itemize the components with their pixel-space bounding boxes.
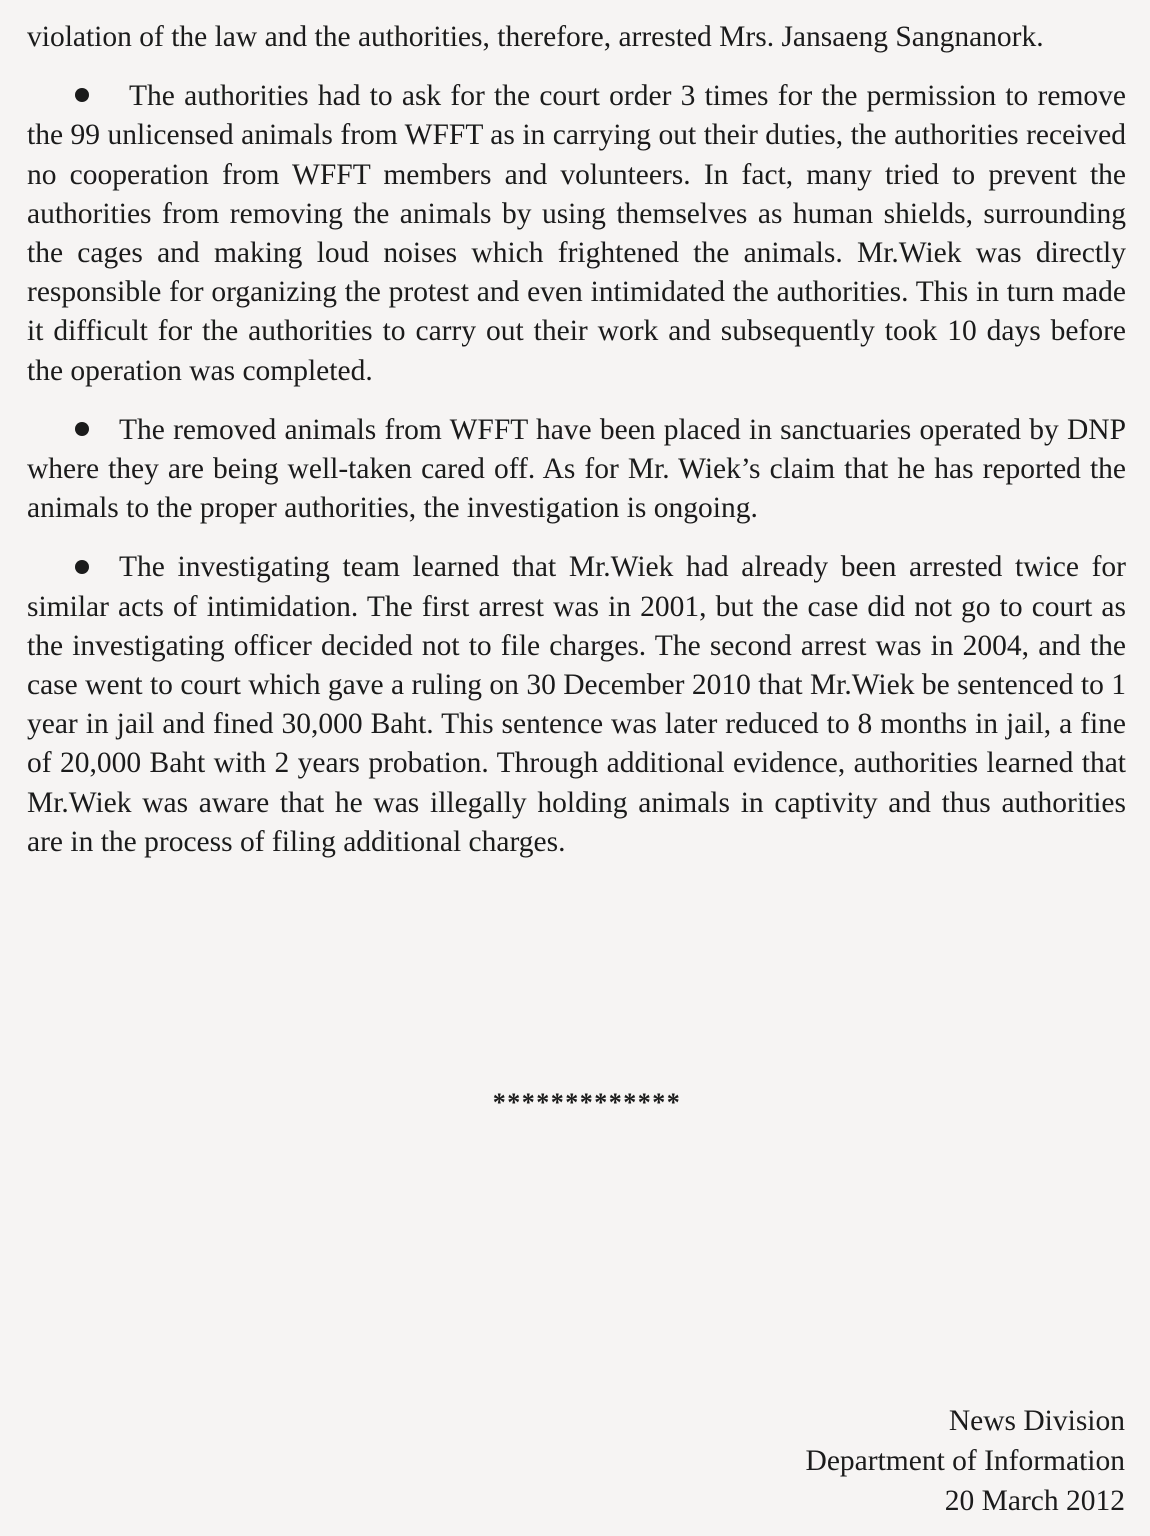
document-page [27,18,1126,882]
bullet-paragraph [27,411,1126,529]
bullet-text: The authorities had to ask for the court order 3 times for the permission to remove the 99 unlicensed animals from WFFT as in carrying out their duties, the authorities received no cooperation from WFFT members and volunteers. In fact, many tried to prevent the authorities from removing the animals by using themselves as human shields, surrounding the cages and making loud noises which frightened the animals. Mr.Wiek was directly responsible for organizing the protest and even intimidated the authorities. This in turn made it difficult for the authorities to carry out their work and subsequently took 10 days before the operation was completed. [27,80,1126,387]
bullet-icon [75,560,89,574]
bullet-paragraph [27,77,1126,391]
bullet-text: The investigating team learned that Mr.Wiek had already been arrested twice for similar acts of intimidation. The first arrest was in 2001, but the case did not go to court as the investigating officer decided not to file charges. The second arrest was in 2004, and the case went to court which gave a ruling on 30 December 2010 that Mr.Wiek be sentenced to 1 year in jail and fined 30,000 Baht. This sentence was later reduced to 8 months in jail, a fine of 20,000 Baht with 2 years probation. Through additional evidence, authorities learned that Mr.Wiek was aware that he was illegally holding animals in captivity and thus authorities are in the process of filing additional charges. [27,551,1126,858]
signature-division: News Division [948,1405,1125,1437]
signature-department: Department of Information [805,1445,1125,1477]
intro-continuation-paragraph: violation of the law and the authorities, therefore, arrested Mrs. Jansaeng Sangnanork. [27,21,1044,53]
section-separator: ************* [492,1088,682,1117]
bullet-text: The removed animals from WFFT have been placed in sanctuaries operated by DNP where they are being well-taken cared off. As for Mr. Wiek’s claim that he has reported the animals to the proper authorities, the investigation is ongoing. [27,413,1126,525]
bullet-icon [75,88,89,102]
bullet-icon [75,422,89,436]
signature-block [806,1401,1125,1521]
bullet-paragraph [27,548,1126,862]
signature-date: 20 March 2012 [944,1485,1125,1517]
